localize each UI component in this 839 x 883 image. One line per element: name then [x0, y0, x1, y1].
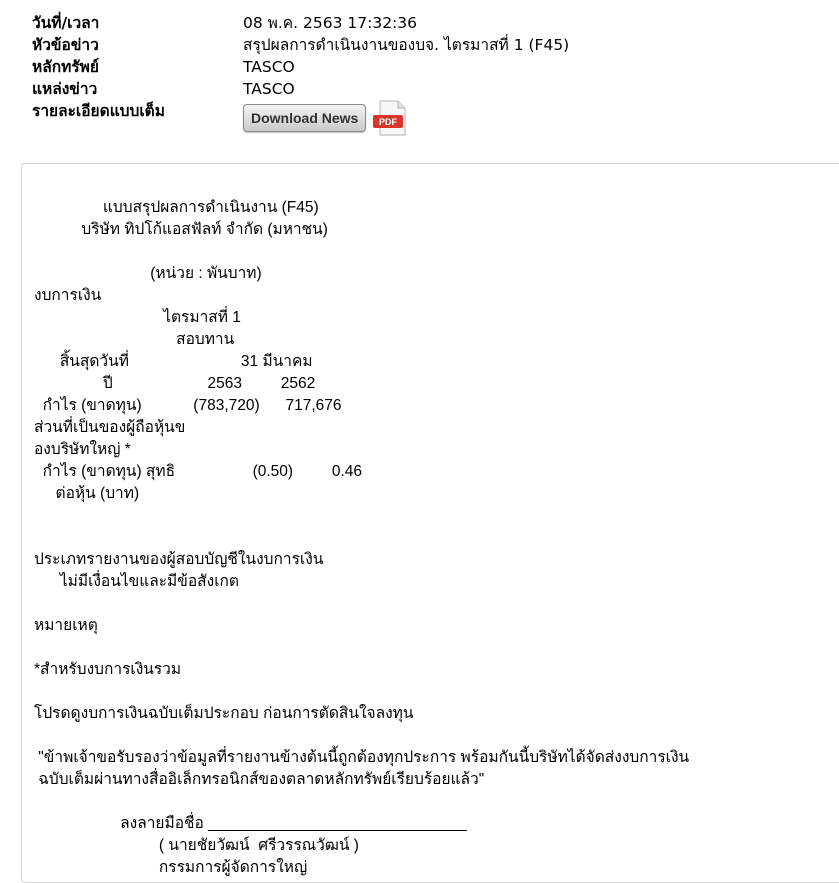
headline-label: หัวข้อข่าว: [32, 36, 99, 54]
meta-row-headline: [32, 34, 812, 56]
download-group: [243, 100, 408, 136]
source-label: แหล่งข่าว: [32, 80, 98, 98]
details-label: รายละเอียดแบบเต็ม: [32, 102, 165, 120]
meta-row-source: [32, 78, 812, 100]
download-news-button[interactable]: Download News: [243, 104, 366, 132]
security-label: หลักทรัพย์: [32, 58, 99, 76]
meta-row-datetime: [32, 12, 812, 34]
datetime-label: วันที่/เวลา: [32, 14, 100, 32]
news-body-text: แบบสรุปผลการดำเนินงาน (F45) บริษัท ทิปโก้แอสฟัลท์ จำกัด (มหาชน) (หน่วย : พันบาท) งบการเงิน ไตรมาสที่ 1 สอบทาน สิ้นสุดวันที่ 31 มีนาคม ปี 2563 2562 กำไร (ขาดทุน) (783,720) 717,676 ส่วนที่เป็นของผู้ถือหุ้นข องบริษัทใหญ่ * กำไร (ขาดทุน) สุทธิ (0.50) 0.46 ต่อหุ้น (บาท) ประเภทรายงานของผู้สอบบัญชีในงบการเงิน ไม่มีเงื่อนไขและมีข้อสังเกต หมายเหตุ *สำหรับงบการเงินรวม โปรดดูงบการเงินฉบับเต็มประกอบ ก่อนการตัดสินใจลงทุน "ข้าพเจ้าขอรับรองว่าข้อมูลที่รายงานข้างต้นนี้ถูกต้องทุกประการ พร้อมกันนี้บริษัทได้จัดส่งงบการเงิน ฉบับเต็มผ่านทางสื่ออิเล็กทรอนิกส์ของตลาดหลักทรัพย์เรียบร้อยแล้ว" ลงลายมือชื่อ ______________________________ ( นายชัยวัฒน์ ศรีวรรณวัฒน์ ) กรรมการผู้จัดการใหญ่: [34, 199, 690, 876]
source-value: TASCO: [243, 80, 295, 98]
meta-row-details: [32, 100, 812, 128]
pdf-icon[interactable]: [372, 100, 408, 136]
datetime-value: 08 พ.ค. 2563 17:32:36: [243, 14, 418, 32]
security-value: TASCO: [243, 58, 295, 76]
news-meta: [32, 12, 812, 128]
headline-value: สรุปผลการดำเนินงานของบจ. ไตรมาสที่ 1 (F45): [243, 36, 570, 54]
meta-row-security: [32, 56, 812, 78]
pdf-icon-text: PDF: [379, 117, 398, 128]
